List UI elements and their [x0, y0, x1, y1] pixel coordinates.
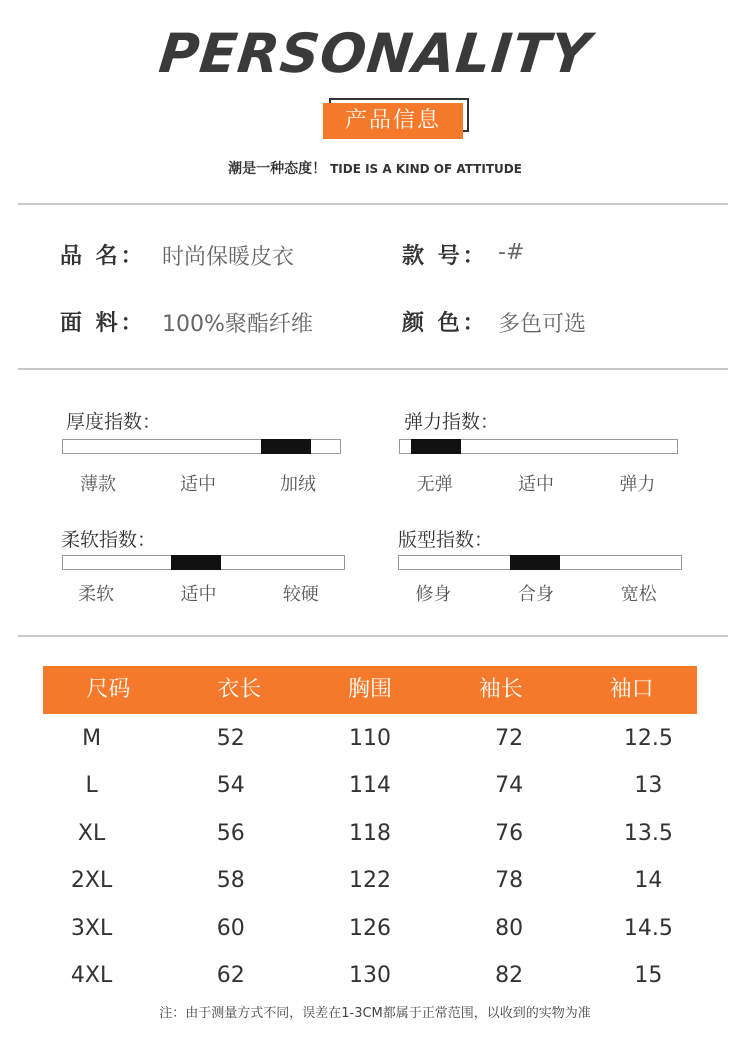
- table-row: [22, 905, 718, 952]
- table-cell: 54: [216, 773, 245, 799]
- table-cell: 3XL: [70, 915, 113, 941]
- table-cell: 13: [634, 773, 663, 799]
- index-label: 宽松: [620, 584, 657, 605]
- table-row: [22, 762, 718, 809]
- table-cell: 114: [348, 773, 391, 799]
- index-label: 较硬: [282, 584, 319, 605]
- table-cell: 60: [216, 915, 245, 941]
- table-cell: 82: [495, 963, 524, 988]
- divider: [18, 203, 728, 205]
- table-cell: 118: [348, 820, 391, 846]
- info-value-fabric: 100%聚酯纤维: [162, 312, 313, 337]
- index-bar-softness: [62, 555, 345, 570]
- info-value-color: 多色可选: [498, 312, 587, 337]
- index-title-softness: 柔软指数：: [61, 529, 157, 551]
- index-labels-fit: [382, 580, 690, 606]
- info-value-name: 时尚保暖皮衣: [162, 245, 295, 270]
- index-label: 弹力: [619, 474, 656, 495]
- index-label: 合身: [518, 584, 554, 605]
- index-bar-elasticity: [399, 439, 678, 454]
- info-label-color: 颜 色：: [402, 311, 488, 336]
- table-cell: 4XL: [70, 963, 113, 988]
- brand-logo: PERSONALITY: [156, 22, 595, 85]
- table-cell: 14: [634, 868, 663, 894]
- table-header-cell: 衣长: [217, 677, 262, 702]
- index-title-fit: 版型指数：: [398, 529, 494, 551]
- table-cell: 12.5: [623, 726, 673, 751]
- index-label: 适中: [179, 474, 216, 495]
- index-bar-fill: [171, 555, 221, 570]
- table-cell: 78: [495, 868, 524, 894]
- table-header-cell: 尺码: [86, 677, 131, 702]
- table-row: [22, 810, 718, 857]
- info-label-style-no: 款 号：: [402, 244, 488, 269]
- table-cell: 52: [216, 726, 245, 751]
- divider: [18, 368, 728, 370]
- divider: [18, 635, 728, 637]
- index-label: 适中: [518, 474, 554, 495]
- info-label-fabric: 面 料：: [60, 311, 146, 336]
- index-label: 无弹: [416, 474, 453, 495]
- section-badge: [323, 103, 469, 139]
- index-bar-fill: [411, 439, 461, 454]
- index-label: 修身: [415, 584, 452, 605]
- table-cell: XL: [77, 820, 106, 846]
- index-label: 适中: [180, 584, 217, 605]
- size-table-header: [43, 666, 697, 714]
- index-labels-softness: [45, 580, 352, 606]
- tagline-en: TIDE IS A KIND OF ATTITUDE: [330, 162, 522, 176]
- table-row: [22, 952, 718, 999]
- index-labels-elasticity: [384, 470, 688, 496]
- index-bar-thickness: [62, 439, 341, 454]
- table-cell: 130: [348, 963, 391, 988]
- table-cell: L: [85, 773, 98, 799]
- info-label-name: 品 名：: [60, 244, 146, 269]
- index-bar-fill: [510, 555, 560, 570]
- table-cell: 62: [216, 963, 245, 988]
- table-cell: 13.5: [623, 820, 673, 846]
- table-cell: 74: [495, 773, 524, 799]
- table-cell: 122: [348, 868, 391, 894]
- table-cell: 72: [495, 726, 524, 751]
- index-title-thickness: 厚度指数：: [66, 411, 162, 433]
- table-header-cell: 胸围: [347, 677, 392, 702]
- table-cell: 110: [348, 726, 391, 751]
- table-cell: 126: [348, 915, 391, 941]
- index-title-elasticity: 弹力指数：: [404, 411, 500, 433]
- table-cell: 56: [216, 820, 245, 846]
- measurement-note: 注：由于测量方式不同，误差在1-3CM都属于正常范围，以收到的实物为准: [159, 1006, 591, 1021]
- tagline: [0, 158, 750, 178]
- table-cell: 76: [495, 820, 524, 846]
- table-row: [22, 857, 718, 904]
- index-label: 薄款: [79, 474, 116, 495]
- table-header-cell: 袖长: [478, 677, 523, 702]
- index-labels-thickness: [48, 470, 348, 496]
- table-header-cell: 袖口: [609, 677, 654, 702]
- table-cell: 2XL: [70, 868, 113, 894]
- table-cell: 58: [216, 868, 245, 894]
- index-bar-fit: [398, 555, 682, 570]
- table-cell: M: [82, 726, 102, 751]
- info-value-style-no: -#: [498, 240, 525, 265]
- table-cell: 15: [634, 963, 663, 988]
- tagline-cn: 潮是一种态度！: [228, 161, 327, 177]
- table-cell: 14.5: [623, 915, 673, 941]
- table-row: [22, 715, 718, 762]
- table-cell: 80: [495, 915, 524, 941]
- index-bar-fill: [261, 439, 311, 454]
- index-label: 加绒: [279, 474, 316, 495]
- index-label: 柔软: [78, 584, 115, 605]
- badge-label: 产品信息: [323, 103, 463, 139]
